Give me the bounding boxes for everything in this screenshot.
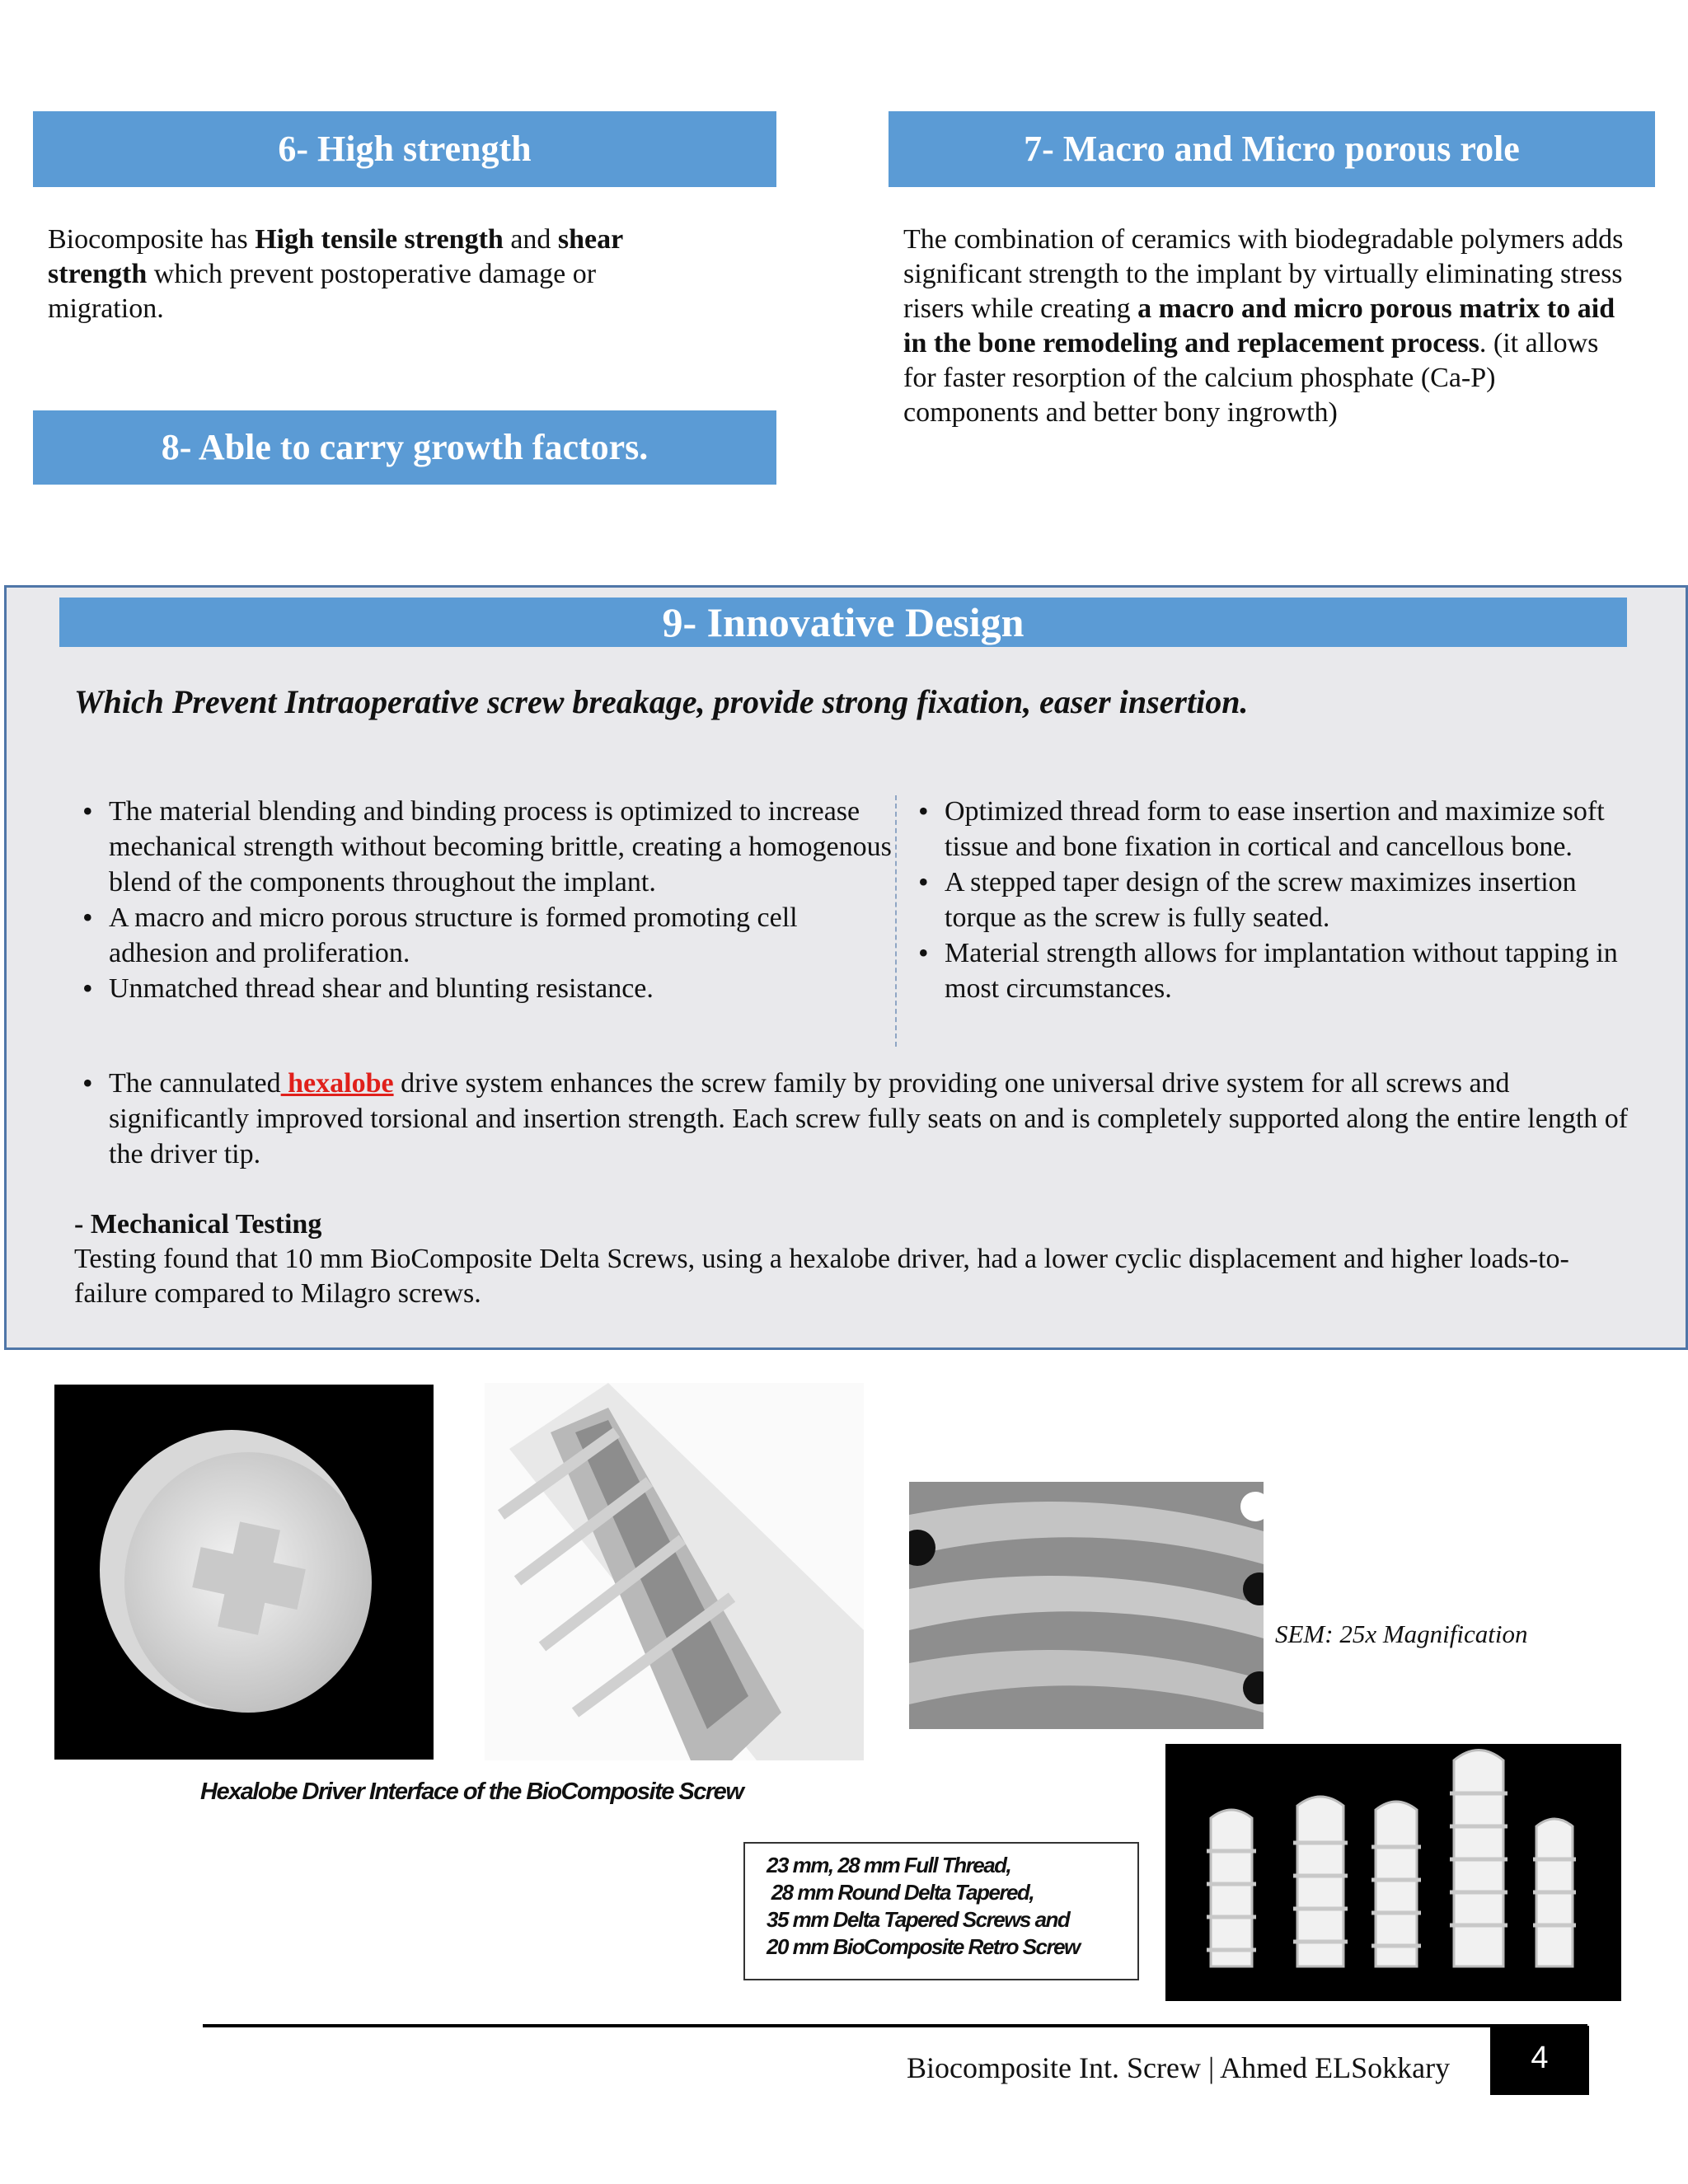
hexalobe-bullet [76,1066,1642,1172]
driver-screw-image [485,1383,864,1760]
page-number: 4 [1490,2026,1589,2095]
mechanical-testing-text: Testing found that 10 mm BioComposite Delta Screws, using a hexalobe driver, had a lower cyclic displacement and higher loads-to-failure compared to Milagro screws. [74,1244,1569,1309]
list-item: • The cannulated hexalobe drive system enhances the screw family by providing one universal drive system for all screws and significantly improved torsional and insertion strength. Each screw fully seats on and is completely supported along the entire length of the driver tip. [76,1066,1642,1172]
screw-head-photo [54,1385,434,1760]
screws-caption-line: 28 mm Round Delta Tapered, [767,1880,1034,1905]
list-item: • Optimized thread form to ease insertion and maximize soft tissue and bone fixation in cortical and cancellous bone. [912,794,1637,865]
sem-caption: SEM: 25x Magnification [1275,1619,1528,1648]
list-item: • Unmatched thread shear and blunting resistance. [76,971,892,1006]
right-bullet-list [912,794,1637,1006]
screw-head-image [54,1385,434,1760]
list-item: • A stepped taper design of the screw maximizes insertion torque as the screw is fully seated. [912,865,1637,935]
section-8-heading: 8- Able to carry growth factors. [33,410,776,485]
footer-rule [203,2024,1587,2027]
footer-text: Biocomposite Int. Screw | Ahmed ELSokkary [907,2051,1451,2084]
list-item: • The material blending and binding process is optimized to increase mechanical strength without becoming brittle, creating a homogenous blend of the components throughout the implant. [76,794,892,900]
screws-caption-line: 20 mm BioComposite Retro Screw [767,1934,1080,1959]
column-divider [895,795,897,1047]
list-item: • A macro and micro porous structure is formed promoting cell adhesion and proliferation. [76,900,892,971]
left-bullet-list [76,794,892,1006]
mechanical-testing-title: - Mechanical Testing [74,1209,322,1240]
section-9-heading: 9- Innovative Design [59,598,1627,647]
screws-caption-box [743,1842,1139,1980]
screw-family-image [1165,1744,1621,2001]
list-item: • Material strength allows for implantation without tapping in most circumstances. [912,935,1637,1006]
section-6-text: Biocomposite has High tensile strength and shear strength which prevent postoperative damage or migration. [48,224,623,324]
section-7-heading: 7- Macro and Micro porous role [889,111,1655,187]
section-6-heading: 6- High strength [33,111,776,187]
section-9-subtitle: Which Prevent Intraoperative screw breakage, provide strong fixation, easer insertion. [74,683,1249,720]
section-7-text: The combination of ceramics with biodegradable polymers adds significant strength to the implant by virtually eliminating stress risers while creating a macro and micro porous matrix to aid in the bone remodeling and replacement process. (it allows for faster resorption of the calcium phosphate (Ca-P) components and better bony ingrowth) [903,224,1624,428]
screws-caption-line: 35 mm Delta Tapered Screws and [767,1907,1070,1932]
sem-photo [909,1482,1264,1729]
sem-image [909,1482,1264,1729]
driver-screw-photo [485,1383,864,1760]
screws-caption-line: 23 mm, 28 mm Full Thread, [767,1853,1011,1877]
hexalobe-caption: Hexalobe Driver Interface of the BioComposite Screw [200,1779,743,1805]
screw-family-photo [1165,1744,1621,2001]
hexalobe-link[interactable]: hexalobe [280,1068,394,1099]
